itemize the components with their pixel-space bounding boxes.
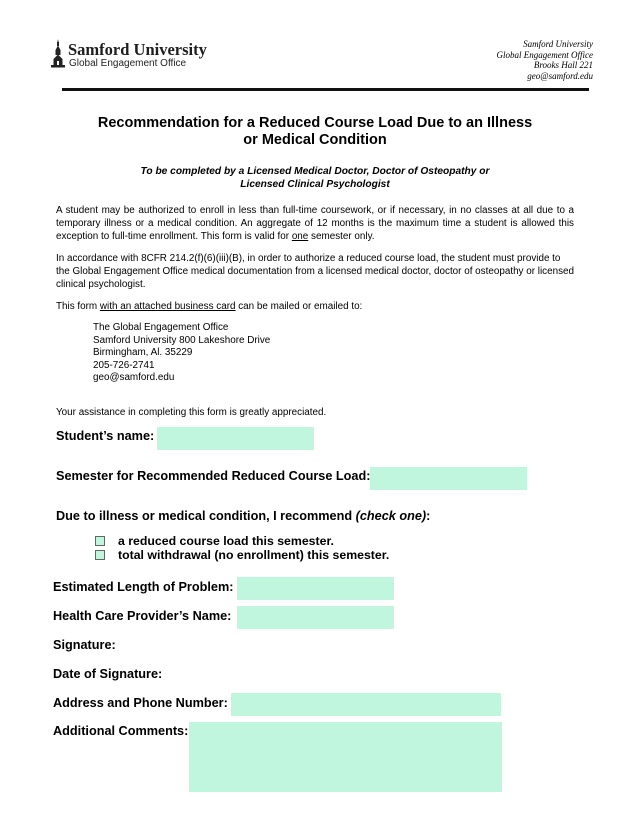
withdrawal-checkbox[interactable]: [95, 550, 105, 560]
subtitle-line: Licensed Clinical Psychologist: [240, 179, 390, 190]
header-address-line: Samford University: [523, 39, 593, 49]
header-address-line: Global Engagement Office: [496, 49, 593, 60]
signature-date-label: Date of Signature:: [53, 667, 163, 681]
signature-label: Signature:: [53, 638, 116, 652]
header-address-line: geo@samford.edu: [527, 70, 593, 81]
semester-label: Semester for Recommended Reduced Course Load:: [56, 469, 371, 483]
option-label: total withdrawal (no enrollment) this semester.: [118, 548, 390, 562]
office-name: Global Engagement Office: [69, 58, 187, 69]
option-total-withdrawal: [95, 548, 389, 562]
header-address: [497, 39, 593, 81]
university-name: Samford University: [68, 40, 207, 59]
check-one-hint: (check one): [355, 509, 427, 523]
thanks-note: Your assistance in completing this form is greatly appreciated.: [56, 407, 327, 418]
comments-input[interactable]: [189, 722, 502, 792]
text-span: A student may be authorized to enroll in less than full-time coursework, or if necessary, in no classes at all due to a temporary illness or a medical condition. An aggregate of 12 months is the maximum time a student is allowed this exception to full-time enrollment. This form is valid for: [56, 205, 574, 242]
estimated-length-label: Estimated Length of Problem:: [53, 580, 234, 594]
address-phone-label: Address and Phone Number:: [53, 696, 228, 710]
samford-logo: [51, 39, 221, 71]
mailing-address-line: 205-726-2741: [93, 359, 155, 371]
student-name-label: Student’s name:: [56, 429, 155, 443]
text-span: :: [426, 509, 431, 523]
page-subtitle: [60, 165, 570, 191]
header-divider: [62, 88, 589, 91]
mailing-address-line: Samford University 800 Lakeshore Drive: [93, 334, 271, 346]
mailing-address-line: Birmingham, Al. 35229: [93, 347, 193, 358]
text-span: Due to illness or medical condition, I recommend: [56, 509, 356, 523]
reduced-load-checkbox[interactable]: [95, 536, 105, 546]
mailing-address-line: geo@samford.edu: [93, 372, 175, 383]
mailing-address: [93, 322, 270, 385]
text-span: can be mailed or emailed to:: [235, 301, 363, 312]
text-span: This form: [56, 301, 100, 312]
recommend-label: [56, 509, 430, 523]
option-label: a reduced course load this semester.: [118, 534, 334, 548]
title-line: or Medical Condition: [243, 132, 387, 148]
emphasis-text: with an attached business card: [99, 301, 236, 312]
header-address-line: Brooks Hall 221: [533, 60, 593, 70]
emphasis-text: one: [291, 231, 309, 242]
semester-input[interactable]: [370, 467, 527, 490]
eligibility-paragraph: [56, 204, 574, 243]
mailing-address-line: The Global Engagement Office: [93, 322, 229, 333]
chapel-steeple-icon: [51, 39, 65, 69]
text-span: semester only.: [308, 231, 375, 242]
page-title: [60, 115, 570, 149]
provider-name-input[interactable]: [237, 606, 394, 629]
student-name-input[interactable]: [157, 427, 314, 450]
title-line: Recommendation for a Reduced Course Load Due to an Illness: [97, 115, 533, 131]
provider-name-label: Health Care Provider’s Name:: [53, 609, 232, 623]
comments-label: Additional Comments:: [53, 724, 189, 738]
estimated-length-input[interactable]: [237, 577, 394, 600]
mailing-instructions: [56, 300, 574, 313]
address-phone-input[interactable]: [231, 693, 501, 716]
regulation-paragraph: In accordance with 8CFR 214.2(f)(6)(iii)(B), in order to authorize a reduced course load, the student must provide to the Global Engagement Office medical documentation from a licensed medical doctor, doctor of osteopathy or licensed clinical psychologist.: [56, 253, 574, 290]
option-reduced-load: [95, 534, 334, 548]
subtitle-line: To be completed by a Licensed Medical Doctor, Doctor of Osteopathy or: [140, 166, 490, 177]
